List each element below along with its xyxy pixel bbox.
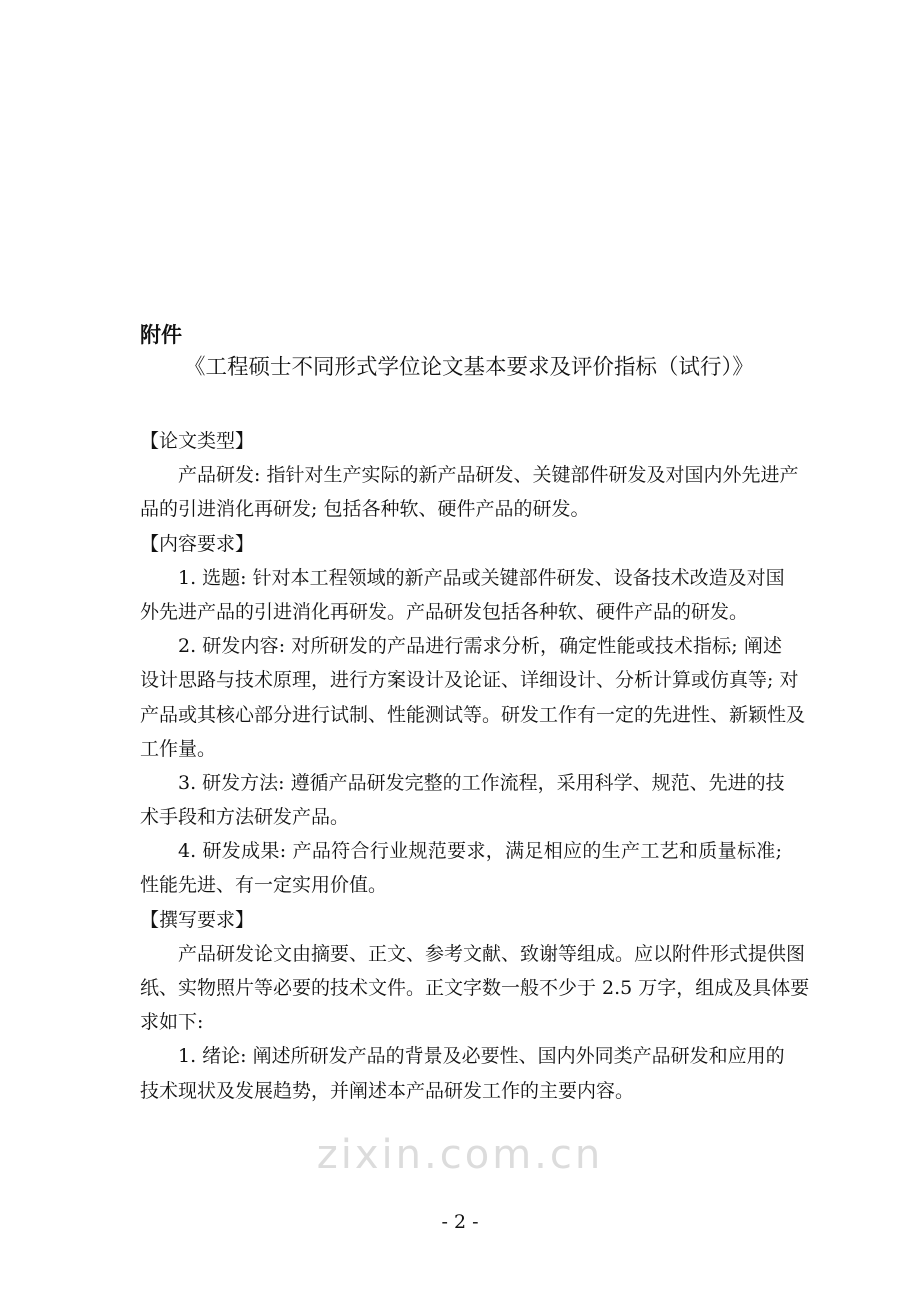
paragraph-line: 求如下: [140, 1011, 204, 1034]
paragraph-line: 品的引进消化再研发; 包括各种软、硬件产品的研发。 [140, 498, 590, 521]
paragraph-line: 术手段和方法研发产品。 [140, 806, 350, 829]
paragraph-line: 产品研发: 指针对生产实际的新产品研发、关键部件研发及对国内外先进产 [178, 464, 799, 487]
paragraph-line: 1. 绪论: 阐述所研发产品的背景及必要性、国内外同类产品研发和应用的 [178, 1045, 785, 1068]
paragraph-line: 4. 研发成果: 产品符合行业规范要求，满足相应的生产工艺和质量标准; [178, 840, 782, 863]
document-title: 《工程硕士不同形式学位论文基本要求及评价指标（试行）》 [184, 355, 754, 380]
paragraph-line: 工作量。 [140, 737, 217, 760]
paragraph-line: 产品或其核心部分进行试制、性能测试等。研发工作有一定的先进性、新颖性及 [140, 703, 806, 726]
paragraph-line: 2. 研发内容: 对所研发的产品进行需求分析，确定性能或技术指标; 阐述 [178, 635, 782, 658]
paragraph-line: 技术现状及发展趋势，并阐述本产品研发工作的主要内容。 [140, 1079, 635, 1102]
paragraph-line: 性能先进、有一定实用价值。 [140, 874, 388, 897]
section-heading: 【内容要求】 [140, 532, 255, 555]
page-number: - 2 - [441, 1211, 479, 1233]
paragraph [140, 629, 806, 766]
paragraph-line: 设计思路与技术原理，进行方案设计及论证、详细设计、分析计算或仿真等; 对 [140, 669, 799, 692]
section-heading: 【论文类型】 [140, 430, 255, 452]
attachment-label: 附件 [140, 323, 182, 347]
paragraph-line: 产品研发论文由摘要、正文、参考文献、致谢等组成。应以附件形式提供图 [178, 942, 806, 965]
paragraph [140, 458, 799, 526]
paragraph-line: 1. 选题: 针对本工程领域的新产品或关键部件研发、设备技术改造及对国 [178, 566, 785, 589]
paragraph [140, 937, 810, 1040]
paragraph [140, 561, 785, 629]
paragraph [140, 834, 782, 902]
paragraph [140, 1039, 785, 1107]
paragraph-line: 纸、实物照片等必要的技术文件。正文字数一般不少于 2.5 万字，组成及具体要 [140, 977, 810, 999]
document-body [140, 424, 810, 1108]
paragraph-line: 外先进产品的引进消化再研发。产品研发包括各种软、硬件产品的研发。 [140, 600, 749, 623]
paragraph [140, 766, 785, 834]
watermark: zixin.com.cn [316, 1132, 604, 1178]
paragraph-line: 3. 研发方法: 遵循产品研发完整的工作流程，采用科学、规范、先进的技 [178, 771, 785, 794]
section-heading: 【撰写要求】 [140, 908, 255, 931]
